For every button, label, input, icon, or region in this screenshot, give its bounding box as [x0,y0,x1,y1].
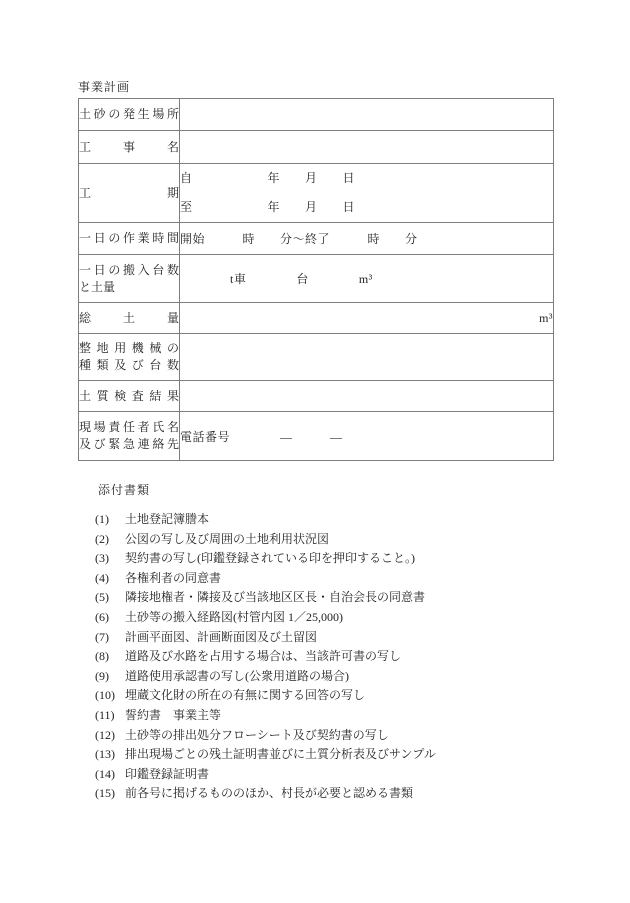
attachment-item [95,667,436,687]
attachment-number: (1) [95,512,109,526]
row-label-cell [79,334,180,381]
attachment-number: (14) [95,766,115,781]
attachment-text: 契約書の写し(印鑑登録されている印を押印すること。) [125,551,415,566]
attachment-number: (2) [95,531,109,546]
period-to-line: 至 年 月 日 [180,200,356,214]
row-machinery [79,334,554,381]
attachment-item [95,628,436,648]
attachment-text: 排出現場ごとの残土証明書並びに土質分析表及びサンプル [125,747,436,762]
row-label-line1: 現場責任者氏名 [79,420,179,434]
attachment-text: 印鑑登録証明書 [125,766,210,781]
attachment-number: (7) [95,629,109,644]
attachments-list [95,510,436,804]
attachment-number: (11) [95,707,115,722]
row-label: 土砂の発生場所 [79,107,179,121]
row-label-line2: 及び緊急連絡先 [79,437,179,451]
attachment-number: (6) [95,609,109,624]
row-daily-hours [79,223,554,255]
attachment-text: 土地登記簿謄本 [125,512,210,526]
attachment-text: 公図の写し及び周囲の土地利用状況図 [125,531,330,546]
row-label-cell [79,381,180,412]
attachments-heading: 添付書類 [98,483,151,497]
row-label-line2: と土量 [79,279,116,294]
attachment-number: (4) [95,570,109,585]
attachment-number: (3) [95,551,109,566]
attachment-item [95,530,436,550]
page-title: 事業計画 [78,80,131,94]
attachment-number: (13) [95,747,115,762]
row-label: 一日の作業時間 [79,231,179,245]
daily-hours-field: 開始 時 分〜終了 時 分 [180,223,554,255]
attachments-section [95,483,436,804]
row-site-manager [79,412,554,461]
attachment-number: (8) [95,649,109,664]
attachment-text: 道路使用承認書の写し(公衆用道路の場合) [125,668,349,683]
business-plan-table [78,98,554,461]
total-volume-field: m³ [180,303,554,334]
machinery-blank-field [180,334,554,381]
row-total-volume [79,303,554,334]
row-label-cell [79,131,180,164]
attachment-text: 道路及び水路を占用する場合は、当該許可書の写し [125,649,402,664]
daily-trucks-field: t車 台 m³ [180,255,554,303]
row-label-cell [79,164,180,223]
row-label-line1: 一日の搬入台数 [79,262,179,277]
attachment-text: 誓約書 事業主等 [125,707,222,722]
row-soil-origin [79,99,554,131]
attachment-number: (10) [95,688,115,703]
attachment-text: 各権利者の同意書 [125,570,222,585]
site-manager-phone-field: 電話番号 ― ― [180,412,554,461]
soil-test-blank-field [180,381,554,412]
attachment-item [95,510,436,530]
attachment-item [95,745,436,765]
row-label-cell [79,303,180,334]
attachment-number: (15) [95,786,115,801]
attachment-text: 前各号に掲げるもののほか、村長が必要と認める書類 [125,786,414,801]
attachment-text: 土砂等の搬入経路図(村管内図 1／25,000) [125,609,343,624]
attachment-item [95,706,436,726]
attachment-text: 隣接地権者・隣接及び当該地区区長・自治会長の同意書 [125,590,426,605]
attachment-item [95,608,436,628]
attachment-item [95,765,436,785]
row-daily-trucks [79,255,554,303]
row-label-line2: 種類及び台数 [79,358,179,372]
row-label-cell [79,223,180,255]
soil-origin-blank-field [180,99,554,131]
row-soil-test [79,381,554,412]
work-name-blank-field [180,131,554,164]
attachment-text: 埋蔵文化財の所在の有無に関する回答の写し [125,688,366,703]
row-label: 土質検査結果 [79,388,179,403]
attachment-text: 計画平面図、計画断面図及び土留図 [125,629,318,644]
row-label: 工期 [79,185,179,200]
row-label-line1: 整地用機械の [79,341,179,355]
attachment-text: 土砂等の排出処分フローシート及び契約書の写し [125,727,389,742]
attachment-number: (12) [95,727,115,742]
attachment-item [95,647,436,667]
attachment-item [95,549,436,569]
attachment-item [95,588,436,608]
row-label-cell [79,412,180,461]
row-label: 工事名 [79,139,179,154]
period-from-line: 自 年 月 日 [180,171,356,185]
attachment-item [95,686,436,706]
row-label: 総土量 [79,310,179,325]
row-label-cell [79,99,180,131]
attachment-item [95,569,436,589]
row-label-cell [79,255,180,303]
row-work-period [79,164,554,223]
row-work-name [79,131,554,164]
attachment-number: (5) [95,590,109,605]
attachment-item [95,784,436,804]
work-period-field [180,164,554,223]
attachment-number: (9) [95,668,109,683]
attachment-item [95,726,436,746]
